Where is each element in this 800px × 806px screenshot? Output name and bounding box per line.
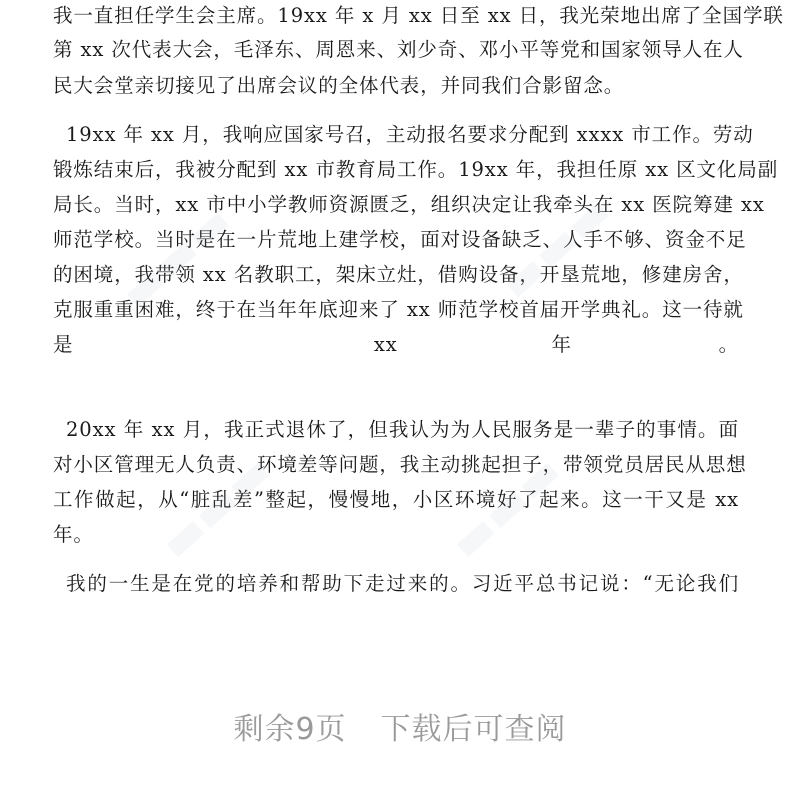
watermark-mark: ▬▬▬ <box>108 193 242 321</box>
paragraph-line: 锻炼结束后，我被分配到 xx 市教育局工作。19xx 年，我担任原 xx 区文化局副 <box>53 158 779 181</box>
paragraph-line: 师范学校。当时是在一片荒地上建学校，面对设备缺乏、人手不够、资金不足 <box>53 228 747 251</box>
paragraph-line: 我一直担任学生会主席。19xx 年 x 月 xx 日至 xx 日，我光荣地出席了全国学联 <box>53 4 784 27</box>
paragraph-line: 年。 <box>53 523 94 546</box>
paragraph-line: 20xx 年 xx 月，我正式退休了，但我认为为人民服务是一辈子的事情。面 <box>66 418 739 441</box>
paragraph-line: 是 xx 年。 <box>53 333 739 356</box>
paragraph-line: 19xx 年 xx 月，我响应国家号召，主动报名要求分配到 xxxx 市工作。劳动 <box>66 123 754 146</box>
paragraph-line: 的困境，我带领 xx 名教职工，架床立灶，借购设备，开垦荒地，修建房舍， <box>53 263 744 286</box>
watermark-mark: ▬▬▬ <box>148 443 282 571</box>
paragraph-line: 第 xx 次代表大会，毛泽东、周恩来、刘少奇、邓小平等党和国家领导人在人 <box>53 38 744 61</box>
paragraph-line: 克服重重困难，终于在当年年底迎来了 xx 师范学校首届开学典礼。这一待就 <box>53 298 744 321</box>
download-label: 下载后可查阅 <box>380 712 567 747</box>
remaining-pages-label: 剩余9页 <box>233 712 347 747</box>
watermark-mark: ▬▬▬ <box>488 183 622 311</box>
watermark-mark: ▬▬▬ <box>438 443 572 571</box>
paragraph-line: 工作做起，从“脏乱差”整起，慢慢地，小区环境好了起来。这一干又是 xx <box>53 488 739 511</box>
download-prompt[interactable] <box>0 690 800 770</box>
paragraph-line: 民大会堂亲切接见了出席会议的全体代表，并同我们合影留念。 <box>53 74 625 97</box>
paragraph-line: 局长。当时，xx 市中小学教师资源匮乏，组织决定让我牵头在 xx 医院筹建 xx <box>53 193 765 216</box>
paragraph-line: 对小区管理无人负责、环境差等问题，我主动挑起担子，带领党员居民从思想 <box>53 453 747 476</box>
paragraph-line: 我的一生是在党的培养和帮助下走过来的。习近平总书记说：“无论我们 <box>66 572 739 595</box>
download-prompt-text[interactable] <box>233 704 566 748</box>
